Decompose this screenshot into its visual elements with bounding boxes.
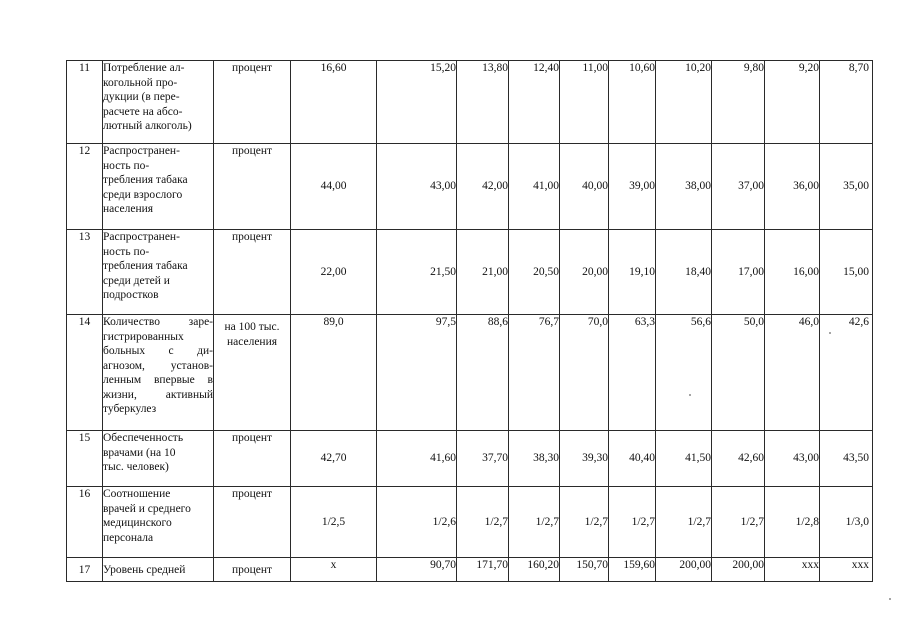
text-line: Количество заре- [103,316,213,328]
value-cell: 38,30 [509,431,560,487]
text-line: ленным впервые в [103,374,213,386]
value-cell: 8,70 [820,61,873,144]
value-cell: 16,00 [765,230,820,315]
value-cell: 42,70 [291,431,377,487]
value-cell: 39,30 [560,431,609,487]
value-cell: 10,60 [609,61,656,144]
value-cell: 1/2,5 [291,487,377,558]
row-number: 15 [67,431,103,487]
value-cell: 9,20 [765,61,820,144]
value-cell: 42,60 [712,431,765,487]
indicator-name [103,61,214,144]
value-cell: 41,00 [509,144,560,230]
value-cell: ххх [765,558,820,582]
table-row [67,230,873,315]
indicator-name [103,431,214,487]
unit-cell: процент [214,230,291,315]
value-cell: 39,00 [609,144,656,230]
text-line: больных с ди- [103,345,213,357]
text-line: врачами (на 10 [103,446,176,459]
table-row [67,487,873,558]
unit-cell: процент [214,61,291,144]
text-line: Распространен- [103,145,180,157]
value-cell: 200,00 [712,558,765,582]
row-number: 16 [67,487,103,558]
text-line: Обеспеченность [103,432,184,444]
value-cell: 1/2,7 [457,487,509,558]
value-cell: 21,50 [377,230,457,315]
value-cell: 46,0 [765,315,820,431]
value-cell: 12,40 [509,61,560,144]
text-line: населения [103,203,154,215]
text-line: подростков [103,289,159,301]
unit-cell: процент [214,558,291,582]
value-cell: 89,0 [291,315,377,431]
text-line: туберкулез [103,403,157,415]
text-line: тыс. человек) [103,461,169,473]
value-cell: 1/2,6 [377,487,457,558]
value-cell: 42,6 [820,315,873,431]
value-cell: 10,20 [656,61,712,144]
scan-speck [689,394,691,396]
indicators-table [66,60,873,582]
text-line: ность по- [103,159,150,172]
text-line: на 100 тыс. [224,321,280,333]
text-line: дукции (в пере- [103,91,180,103]
unit-cell: процент [214,487,291,558]
text-line: населения [226,335,278,348]
text-line: требления табака [103,174,188,186]
indicator-name [103,230,214,315]
value-cell: 159,60 [609,558,656,582]
value-cell: 41,50 [656,431,712,487]
value-cell: 37,70 [457,431,509,487]
value-cell: 15,00 [820,230,873,315]
value-cell: 40,00 [560,144,609,230]
indicator-name [103,487,214,558]
value-cell: 19,10 [609,230,656,315]
value-cell: 97,5 [377,315,457,431]
table-row [67,431,873,487]
value-cell: 1/2,7 [712,487,765,558]
value-cell: 1/2,7 [509,487,560,558]
value-cell: 38,00 [656,144,712,230]
row-number: 14 [67,315,103,431]
value-cell: 17,00 [712,230,765,315]
row-number: 11 [67,61,103,144]
text-line: среди детей и [103,274,170,287]
text-line: среди взрослого [103,188,183,201]
unit-cell: процент [214,144,291,230]
text-line: расчете на абсо- [103,105,183,118]
text-line: требления табака [103,260,188,272]
table-row [67,61,873,144]
value-cell: 20,50 [509,230,560,315]
text-line: Потребление ал- [103,62,185,74]
text-line: когольной про- [103,76,178,89]
value-cell: 76,7 [509,315,560,431]
value-cell: 50,0 [712,315,765,431]
value-cell: 1/3,0 [820,487,873,558]
table-row [67,315,873,431]
value-cell: 160,20 [509,558,560,582]
value-cell: 22,00 [291,230,377,315]
value-cell: 37,00 [712,144,765,230]
value-cell: 70,0 [560,315,609,431]
text-line: гистрированных [103,330,184,343]
value-cell: 13,80 [457,61,509,144]
value-cell: 90,70 [377,558,457,582]
value-cell: 18,40 [656,230,712,315]
scan-speck [889,598,891,600]
value-cell: 21,00 [457,230,509,315]
text-line: врачей и среднего [103,502,191,515]
text-line: Соотношение [103,488,171,500]
indicator-name [103,315,214,431]
indicator-name [103,144,214,230]
value-cell: 11,00 [560,61,609,144]
value-cell: 43,00 [377,144,457,230]
table-row [67,144,873,230]
value-cell: 43,50 [820,431,873,487]
row-number: 12 [67,144,103,230]
value-cell: 20,00 [560,230,609,315]
value-cell: 41,60 [377,431,457,487]
value-cell: 1/2,7 [609,487,656,558]
text-line: персонала [103,531,154,544]
row-number: 13 [67,230,103,315]
value-cell: 40,40 [609,431,656,487]
value-cell: 1/2,8 [765,487,820,558]
value-cell: 35,00 [820,144,873,230]
value-cell: 44,00 [291,144,377,230]
value-cell: 42,00 [457,144,509,230]
text-line: агнозом, установ- [103,359,213,372]
row-number: 17 [67,558,103,582]
text-line: жизни, активный [103,388,213,401]
indicator-name: Уровень средней [103,558,214,582]
scan-speck [829,332,831,334]
value-cell: 63,3 [609,315,656,431]
value-cell: 9,80 [712,61,765,144]
value-cell: 43,00 [765,431,820,487]
value-cell: 88,6 [457,315,509,431]
text-line: ность по- [103,245,150,258]
value-cell: 1/2,7 [656,487,712,558]
value-cell: 200,00 [656,558,712,582]
text-line: лютный алкоголь) [103,120,192,132]
value-cell: х [291,558,377,582]
table-row [67,558,873,582]
value-cell: 16,60 [291,61,377,144]
value-cell: ххх [820,558,873,582]
value-cell: 56,6 [656,315,712,431]
text-line: Распространен- [103,231,180,243]
text-line: медицинского [103,517,172,529]
unit-cell [214,315,291,431]
value-cell: 1/2,7 [560,487,609,558]
value-cell: 150,70 [560,558,609,582]
value-cell: 36,00 [765,144,820,230]
value-cell: 171,70 [457,558,509,582]
unit-cell: процент [214,431,291,487]
document-page [66,60,873,582]
value-cell: 15,20 [377,61,457,144]
